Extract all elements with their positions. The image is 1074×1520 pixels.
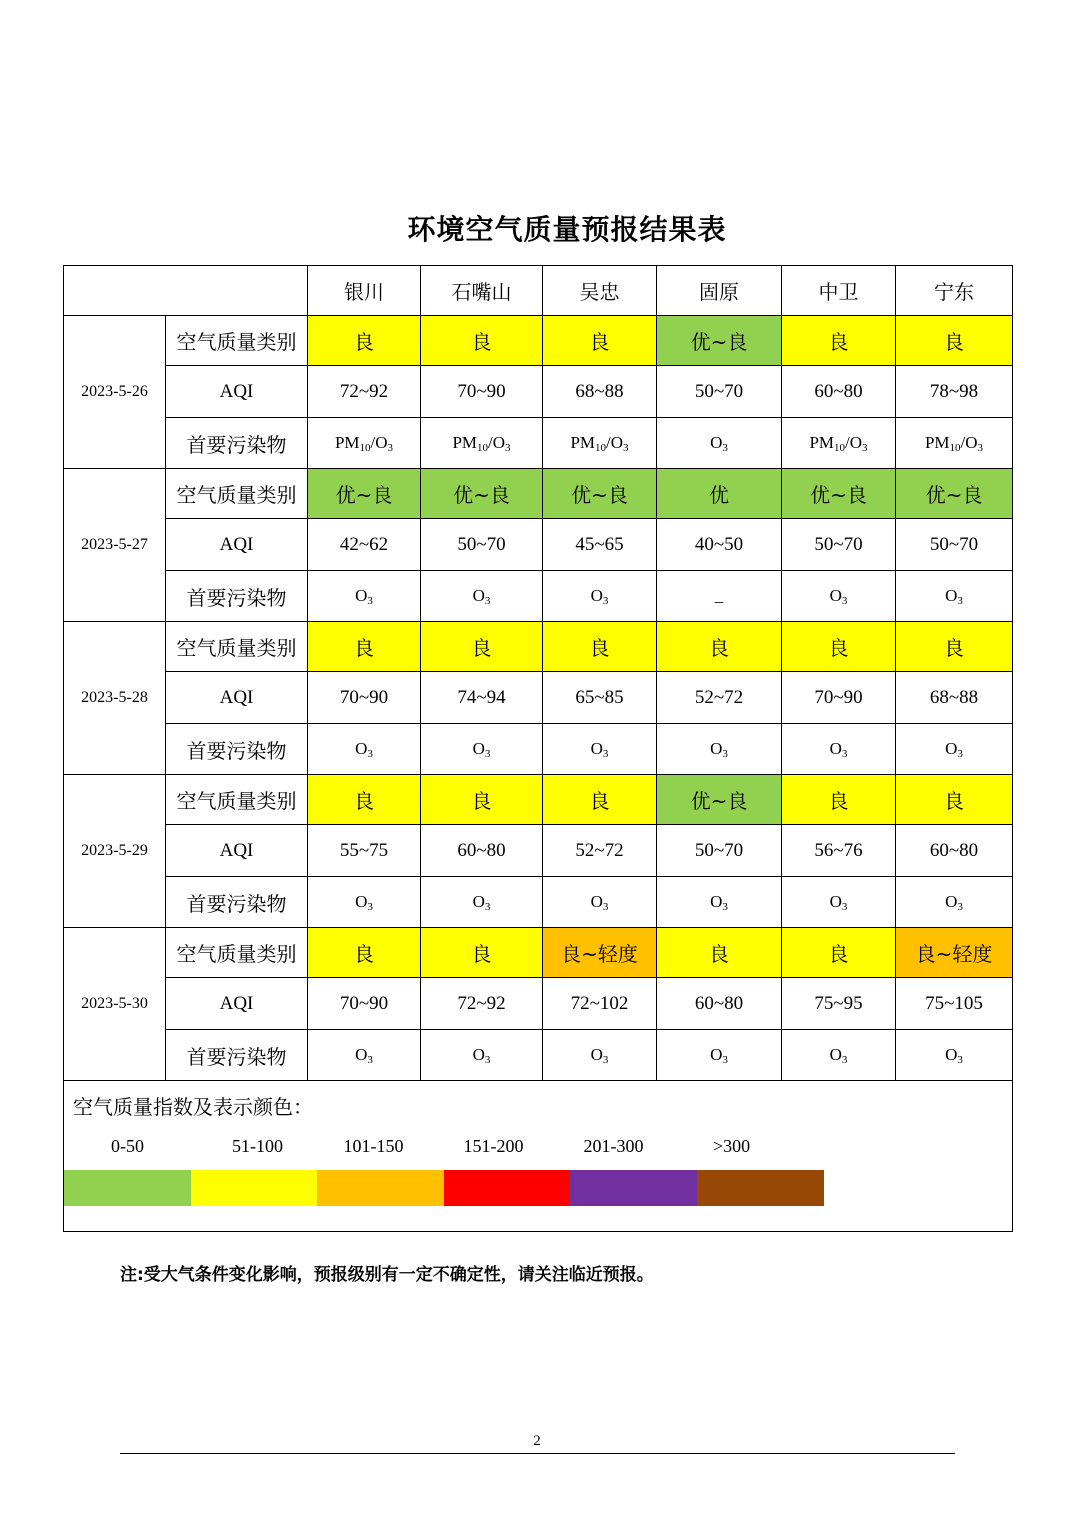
row-label-aqi: AQI xyxy=(166,825,308,877)
aqi-cell: 52~72 xyxy=(657,672,782,724)
row-label-aqi: AQI xyxy=(166,978,308,1030)
pollutant-cell: $O_3$ xyxy=(896,571,1013,622)
category-cell: 良 xyxy=(421,622,543,672)
forecast-note: 注:受大气条件变化影响，预报级别有一定不确定性，请关注临近预报。 xyxy=(120,1265,654,1285)
pollutant-cell: _ xyxy=(657,571,782,622)
category-cell: 良 xyxy=(896,316,1013,366)
date-cell: 2023-5-30 xyxy=(64,928,166,1081)
date-cell: 2023-5-29 xyxy=(64,775,166,928)
city-header: 石嘴山 xyxy=(421,266,543,316)
aqi-row xyxy=(64,978,1013,1030)
category-row xyxy=(64,775,1013,825)
pollutant-cell: $O_3$ xyxy=(421,571,543,622)
pollutant-row xyxy=(64,1030,1013,1081)
aqi-cell: 50~70 xyxy=(896,519,1013,571)
pollutant-cell: $O_3$ xyxy=(543,1030,657,1081)
aqi-cell: 50~70 xyxy=(782,519,896,571)
pollutant-cell: $O_3$ xyxy=(308,724,421,775)
aqi-cell: 78~98 xyxy=(896,366,1013,418)
aqi-cell: 45~65 xyxy=(543,519,657,571)
category-cell: 良 xyxy=(782,928,896,978)
city-header: 银川 xyxy=(308,266,421,316)
date-cell: 2023-5-26 xyxy=(64,316,166,469)
pollutant-cell: $O_3$ xyxy=(782,724,896,775)
category-cell: 良 xyxy=(308,316,421,366)
aqi-cell: 60~80 xyxy=(782,366,896,418)
legend-row xyxy=(64,1081,1013,1232)
aqi-cell: 50~70 xyxy=(421,519,543,571)
city-header: 吴忠 xyxy=(543,266,657,316)
aqi-cell: 42~62 xyxy=(308,519,421,571)
legend-range-label: >300 xyxy=(712,1136,751,1156)
pollutant-row xyxy=(64,418,1013,469)
category-cell: 优~良 xyxy=(543,469,657,519)
row-label-category: 空气质量类别 xyxy=(166,469,308,519)
aqi-cell: 75~105 xyxy=(896,978,1013,1030)
pollutant-cell: $O_3$ xyxy=(657,418,782,469)
category-cell: 良~轻度 xyxy=(896,928,1013,978)
pollutant-cell: $PM_{10}/O_3$ xyxy=(782,418,896,469)
row-label-pollutant: 首要污染物 xyxy=(166,1030,308,1081)
category-cell: 良 xyxy=(896,775,1013,825)
aqi-row xyxy=(64,519,1013,571)
category-cell: 良 xyxy=(308,775,421,825)
footer-divider xyxy=(120,1453,955,1454)
category-cell: 良~轻度 xyxy=(543,928,657,978)
legend-color-swatch xyxy=(317,1170,444,1206)
city-header: 中卫 xyxy=(782,266,896,316)
category-cell: 良 xyxy=(782,775,896,825)
aqi-cell: 40~50 xyxy=(657,519,782,571)
legend-cell xyxy=(64,1081,1013,1232)
category-cell: 良 xyxy=(543,622,657,672)
pollutant-cell: $O_3$ xyxy=(421,1030,543,1081)
date-cell: 2023-5-28 xyxy=(64,622,166,775)
pollutant-cell: $O_3$ xyxy=(308,571,421,622)
pollutant-cell: $O_3$ xyxy=(782,1030,896,1081)
aqi-cell: 65~85 xyxy=(543,672,657,724)
date-cell: 2023-5-27 xyxy=(64,469,166,622)
header-row xyxy=(64,266,1013,316)
aqi-cell: 72~102 xyxy=(543,978,657,1030)
forecast-table xyxy=(63,265,1013,1232)
pollutant-cell: $O_3$ xyxy=(896,724,1013,775)
category-row xyxy=(64,622,1013,672)
category-cell: 优 xyxy=(657,469,782,519)
category-cell: 优~良 xyxy=(657,316,782,366)
page-title: 环境空气质量预报结果表 xyxy=(407,213,727,246)
row-label-pollutant: 首要污染物 xyxy=(166,571,308,622)
header-corner xyxy=(64,266,308,316)
aqi-cell: 70~90 xyxy=(308,978,421,1030)
aqi-cell: 75~95 xyxy=(782,978,896,1030)
pollutant-cell: $PM_{10}/O_3$ xyxy=(308,418,421,469)
city-header: 固原 xyxy=(657,266,782,316)
pollutant-row xyxy=(64,724,1013,775)
aqi-row xyxy=(64,366,1013,418)
aqi-cell: 70~90 xyxy=(782,672,896,724)
aqi-cell: 50~70 xyxy=(657,366,782,418)
category-cell: 良 xyxy=(543,775,657,825)
pollutant-cell: $O_3$ xyxy=(421,877,543,928)
legend-range-label: 151-200 xyxy=(463,1136,524,1156)
category-row xyxy=(64,469,1013,519)
row-label-aqi: AQI xyxy=(166,519,308,571)
aqi-cell: 70~90 xyxy=(421,366,543,418)
pollutant-cell: $O_3$ xyxy=(896,1030,1013,1081)
category-cell: 优~良 xyxy=(421,469,543,519)
row-label-category: 空气质量类别 xyxy=(166,622,308,672)
legend-range-label: 101-150 xyxy=(343,1136,404,1156)
category-cell: 良 xyxy=(657,928,782,978)
category-cell: 优~良 xyxy=(896,469,1013,519)
category-row xyxy=(64,928,1013,978)
category-cell: 良 xyxy=(308,622,421,672)
pollutant-cell: $O_3$ xyxy=(657,724,782,775)
aqi-cell: 72~92 xyxy=(308,366,421,418)
category-cell: 良 xyxy=(657,622,782,672)
legend-title: 空气质量指数及表示颜色： xyxy=(73,1095,313,1119)
row-label-category: 空气质量类别 xyxy=(166,316,308,366)
pollutant-cell: $O_3$ xyxy=(543,724,657,775)
row-label-pollutant: 首要污染物 xyxy=(166,877,308,928)
pollutant-cell: $O_3$ xyxy=(657,1030,782,1081)
city-header: 宁东 xyxy=(896,266,1013,316)
category-cell: 良 xyxy=(421,316,543,366)
pollutant-cell: $O_3$ xyxy=(782,877,896,928)
legend-range-label: 201-300 xyxy=(583,1136,644,1156)
aqi-row xyxy=(64,825,1013,877)
legend-range-label: 0-50 xyxy=(111,1136,144,1156)
category-cell: 良 xyxy=(421,775,543,825)
aqi-cell: 68~88 xyxy=(543,366,657,418)
legend-range-label: 51-100 xyxy=(232,1136,283,1156)
pollutant-cell: $O_3$ xyxy=(421,724,543,775)
aqi-cell: 55~75 xyxy=(308,825,421,877)
category-cell: 优~良 xyxy=(782,469,896,519)
row-label-aqi: AQI xyxy=(166,672,308,724)
pollutant-cell: $O_3$ xyxy=(782,571,896,622)
row-label-category: 空气质量类别 xyxy=(166,928,308,978)
category-cell: 良 xyxy=(308,928,421,978)
aqi-cell: 60~80 xyxy=(896,825,1013,877)
pollutant-cell: $O_3$ xyxy=(896,877,1013,928)
pollutant-cell: $O_3$ xyxy=(543,571,657,622)
pollutant-cell: $O_3$ xyxy=(308,877,421,928)
aqi-cell: 52~72 xyxy=(543,825,657,877)
pollutant-cell: $PM_{10}/O_3$ xyxy=(543,418,657,469)
aqi-cell: 74~94 xyxy=(421,672,543,724)
pollutant-row xyxy=(64,877,1013,928)
legend-color-swatch xyxy=(191,1170,318,1206)
category-cell: 良 xyxy=(782,316,896,366)
category-cell: 良 xyxy=(421,928,543,978)
page-number: 2 xyxy=(533,1433,541,1449)
category-cell: 优~良 xyxy=(308,469,421,519)
pollutant-cell: $PM_{10}/O_3$ xyxy=(421,418,543,469)
legend-color-swatch xyxy=(570,1170,697,1206)
aqi-cell: 60~80 xyxy=(657,978,782,1030)
pollutant-cell: $O_3$ xyxy=(657,877,782,928)
pollutant-cell: $PM_{10}/O_3$ xyxy=(896,418,1013,469)
aqi-cell: 50~70 xyxy=(657,825,782,877)
aqi-cell: 60~80 xyxy=(421,825,543,877)
category-row xyxy=(64,316,1013,366)
aqi-cell: 68~88 xyxy=(896,672,1013,724)
aqi-row xyxy=(64,672,1013,724)
pollutant-row xyxy=(64,571,1013,622)
pollutant-cell: $O_3$ xyxy=(308,1030,421,1081)
category-cell: 良 xyxy=(782,622,896,672)
pollutant-cell: $O_3$ xyxy=(543,877,657,928)
row-label-category: 空气质量类别 xyxy=(166,775,308,825)
legend-color-swatch xyxy=(64,1170,191,1206)
category-cell: 良 xyxy=(896,622,1013,672)
legend-color-swatch xyxy=(444,1170,571,1206)
row-label-aqi: AQI xyxy=(166,366,308,418)
row-label-pollutant: 首要污染物 xyxy=(166,724,308,775)
aqi-cell: 72~92 xyxy=(421,978,543,1030)
legend-color-swatch xyxy=(697,1170,824,1206)
category-cell: 优~良 xyxy=(657,775,782,825)
category-cell: 良 xyxy=(543,316,657,366)
row-label-pollutant: 首要污染物 xyxy=(166,418,308,469)
aqi-cell: 56~76 xyxy=(782,825,896,877)
aqi-cell: 70~90 xyxy=(308,672,421,724)
